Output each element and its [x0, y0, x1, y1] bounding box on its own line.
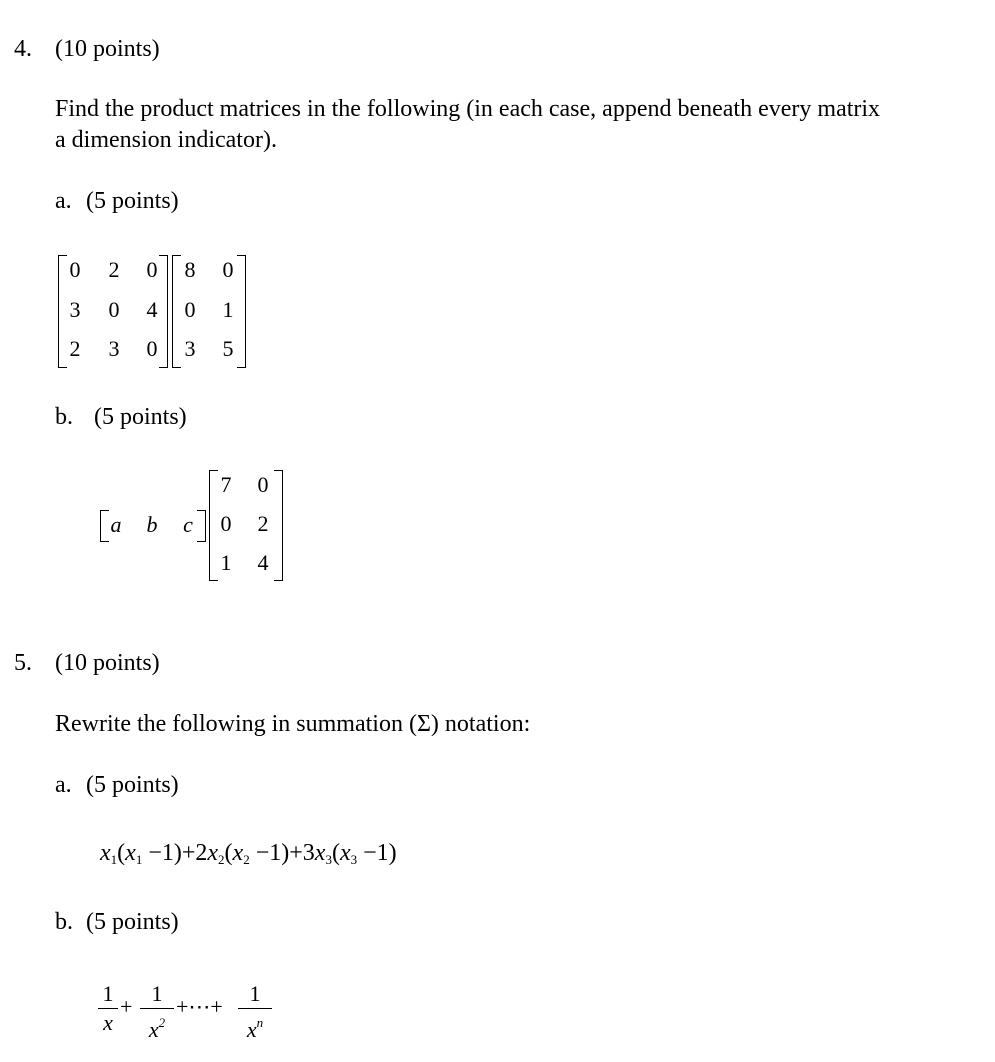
- q4-points: (10 points): [55, 36, 160, 62]
- matrix-cell: 8: [184, 257, 196, 282]
- matrix-cell: 0: [146, 257, 158, 282]
- matrix-cell: 3: [69, 297, 81, 322]
- q4b-points: (5 points): [94, 404, 187, 430]
- fraction-1-over-x2: 1 $x^2$: [140, 982, 174, 1042]
- matrix-cell: 0: [184, 297, 196, 322]
- matrix-cell: 5: [222, 336, 234, 361]
- matrix-cell: 2: [108, 257, 120, 282]
- q4-instruction-line1: Find the product matrices in the following (in each case, append beneath every matrix: [55, 96, 881, 122]
- matrix-cell: 4: [146, 297, 158, 322]
- q5b-points: (5 points): [86, 909, 179, 935]
- matrix-cell: 1: [220, 550, 232, 575]
- vector-cell: c: [183, 512, 193, 537]
- q5-instruction: Rewrite the following in summation (Σ) notation:: [55, 711, 531, 737]
- matrix-cell: 0: [108, 297, 120, 322]
- matrix-cell: 0: [222, 257, 234, 282]
- matrix-cell: 4: [257, 550, 269, 575]
- q4-number: 4.: [14, 36, 32, 62]
- matrix-3x3: [58, 255, 168, 370]
- q5-points: (10 points): [55, 650, 160, 676]
- ellipsis-plus: +⋯+: [176, 994, 223, 1019]
- q4a-points: (5 points): [86, 188, 179, 214]
- term-2: $2x_2(x_2 -1)$: [195, 840, 290, 867]
- q4a-label: a.: [55, 188, 72, 214]
- matrix-cell: 3: [184, 336, 196, 361]
- term-1: $x_1(x_1 -1)$: [100, 840, 182, 867]
- matrix-cell: 2: [69, 336, 81, 361]
- vector-cell: b: [146, 512, 158, 537]
- matrix-cell: 0: [220, 511, 232, 536]
- q5a-expression: $x_1(x_1 -1)+2x_2(x_2 -1)+3x_3(x_3 -1)$: [100, 840, 397, 867]
- matrix-cell: 0: [69, 257, 81, 282]
- matrix-cell: 0: [146, 336, 158, 361]
- fraction-1-over-x: 1 x: [98, 982, 118, 1035]
- plus-sign: +: [120, 994, 133, 1019]
- matrix-cell: 7: [220, 472, 232, 497]
- q5-number: 5.: [14, 650, 32, 676]
- q5a-label: a.: [55, 772, 72, 798]
- matrix-3x2-b: [209, 470, 283, 583]
- fraction-1-over-xn: 1 $x^n$: [238, 982, 272, 1042]
- matrix-cell: 3: [108, 336, 120, 361]
- q5a-points: (5 points): [86, 772, 179, 798]
- q4b-label: b.: [55, 404, 73, 430]
- matrix-cell: 0: [257, 472, 269, 497]
- row-vector: [100, 510, 206, 544]
- matrix-3x2: [172, 255, 246, 370]
- q4-instruction-line2: a dimension indicator).: [55, 127, 277, 153]
- q5b-label: b.: [55, 909, 73, 935]
- matrix-cell: 2: [257, 511, 269, 536]
- term-3: $3x_3(x_3 -1)$: [302, 840, 397, 867]
- vector-cell: a: [110, 512, 122, 537]
- matrix-cell: 1: [222, 297, 234, 322]
